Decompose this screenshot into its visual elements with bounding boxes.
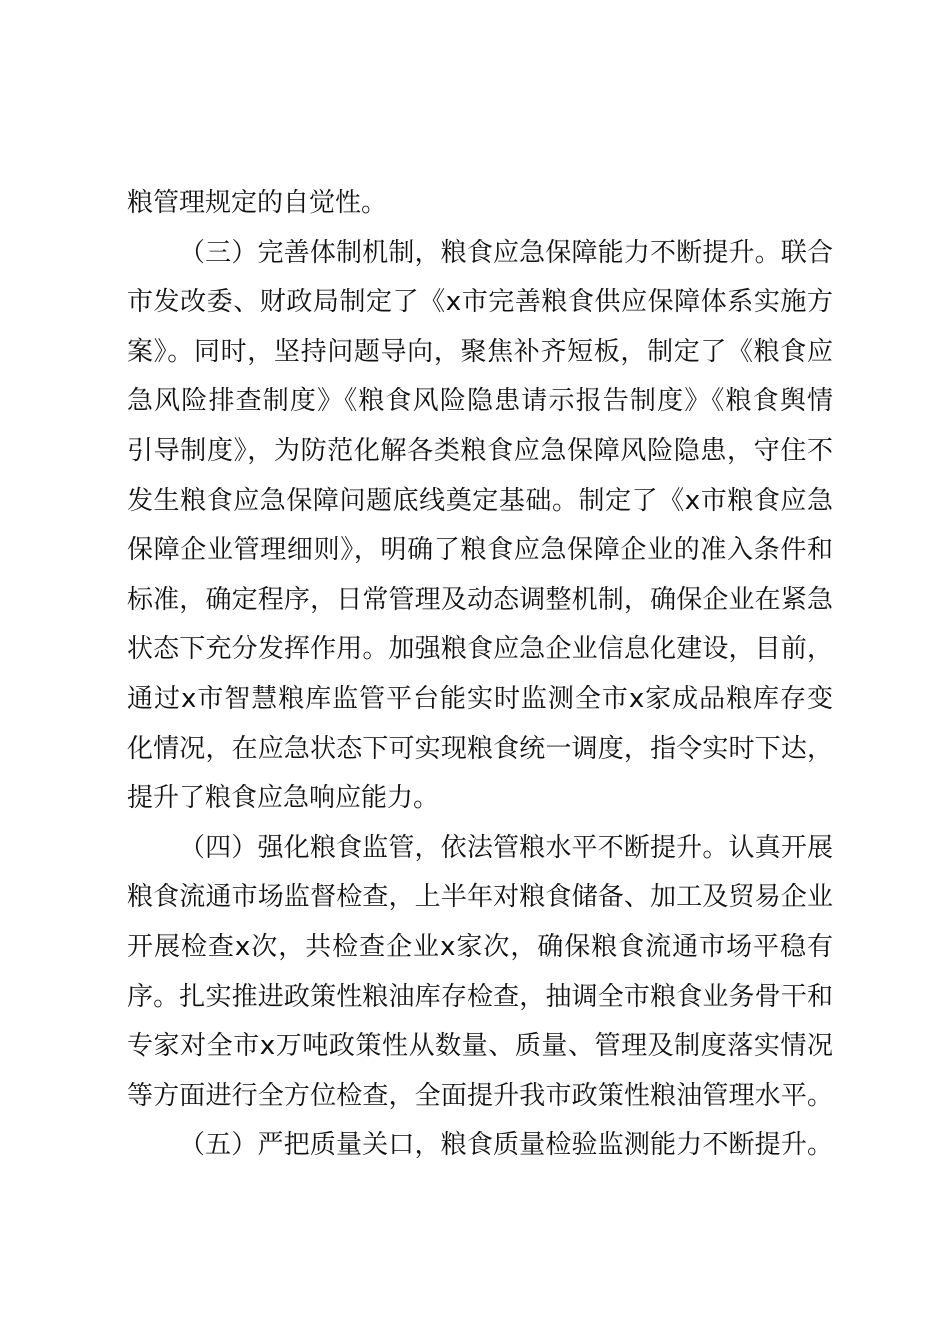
text-line: 粮食流通市场监督检查，上半年对粮食储备、加工及贸易企业 (127, 882, 833, 913)
text-line: 提升了粮食应急响应能力。 (127, 783, 440, 814)
text-line: 化情况，在应急状态下可实现粮食统一调度，指令实时下达， (127, 733, 833, 764)
text-line: 标准，确定程序，日常管理及动态调整机制，确保企业在紧急 (127, 584, 833, 615)
text-line: 发生粮食应急保障问题底线奠定基础。制定了《x市粮食应急 (127, 485, 833, 516)
text-line: （四）强化粮食监管，依法管粮水平不断提升。认真开展 (179, 832, 833, 863)
text-line: （五）严把质量关口，粮食质量检验监测能力不断提升。 (179, 1130, 833, 1161)
text-line: 开展检查x次，共检查企业x家次，确保粮食流通市场平稳有 (127, 931, 833, 962)
text-line: 状态下充分发挥作用。加强粮食应急企业信息化建设，目前， (127, 634, 833, 665)
text-line: 市发改委、财政局制定了《x市完善粮食供应保障体系实施方 (127, 287, 833, 318)
text-line: 等方面进行全方位检查，全面提升我市政策性粮油管理水平。 (127, 1080, 833, 1111)
text-line: 急风险排查制度》《粮食风险隐患请示报告制度》《粮食舆情 (127, 386, 833, 417)
text-line: 粮管理规定的自觉性。 (127, 188, 388, 218)
text-line: 保障企业管理细则》，明确了粮食应急保障企业的准入条件和 (127, 535, 833, 566)
text-line: 案》。同时，坚持问题导向，聚焦补齐短板，制定了《粮食应 (127, 336, 833, 367)
text-line: 引导制度》，为防范化解各类粮食应急保障风险隐患，守住不 (127, 435, 833, 466)
text-line: 序。扎实推进政策性粮油库存检查，抽调全市粮食业务骨干和 (127, 981, 833, 1012)
text-line: 通过x市智慧粮库监管平台能实时监测全市x家成品粮库存变 (127, 683, 833, 714)
text-line: （三）完善体制机制，粮食应急保障能力不断提升。联合 (179, 237, 833, 268)
text-line: 专家对全市x万吨政策性从数量、质量、管理及制度落实情况 (127, 1031, 833, 1062)
document-body (127, 179, 833, 1171)
